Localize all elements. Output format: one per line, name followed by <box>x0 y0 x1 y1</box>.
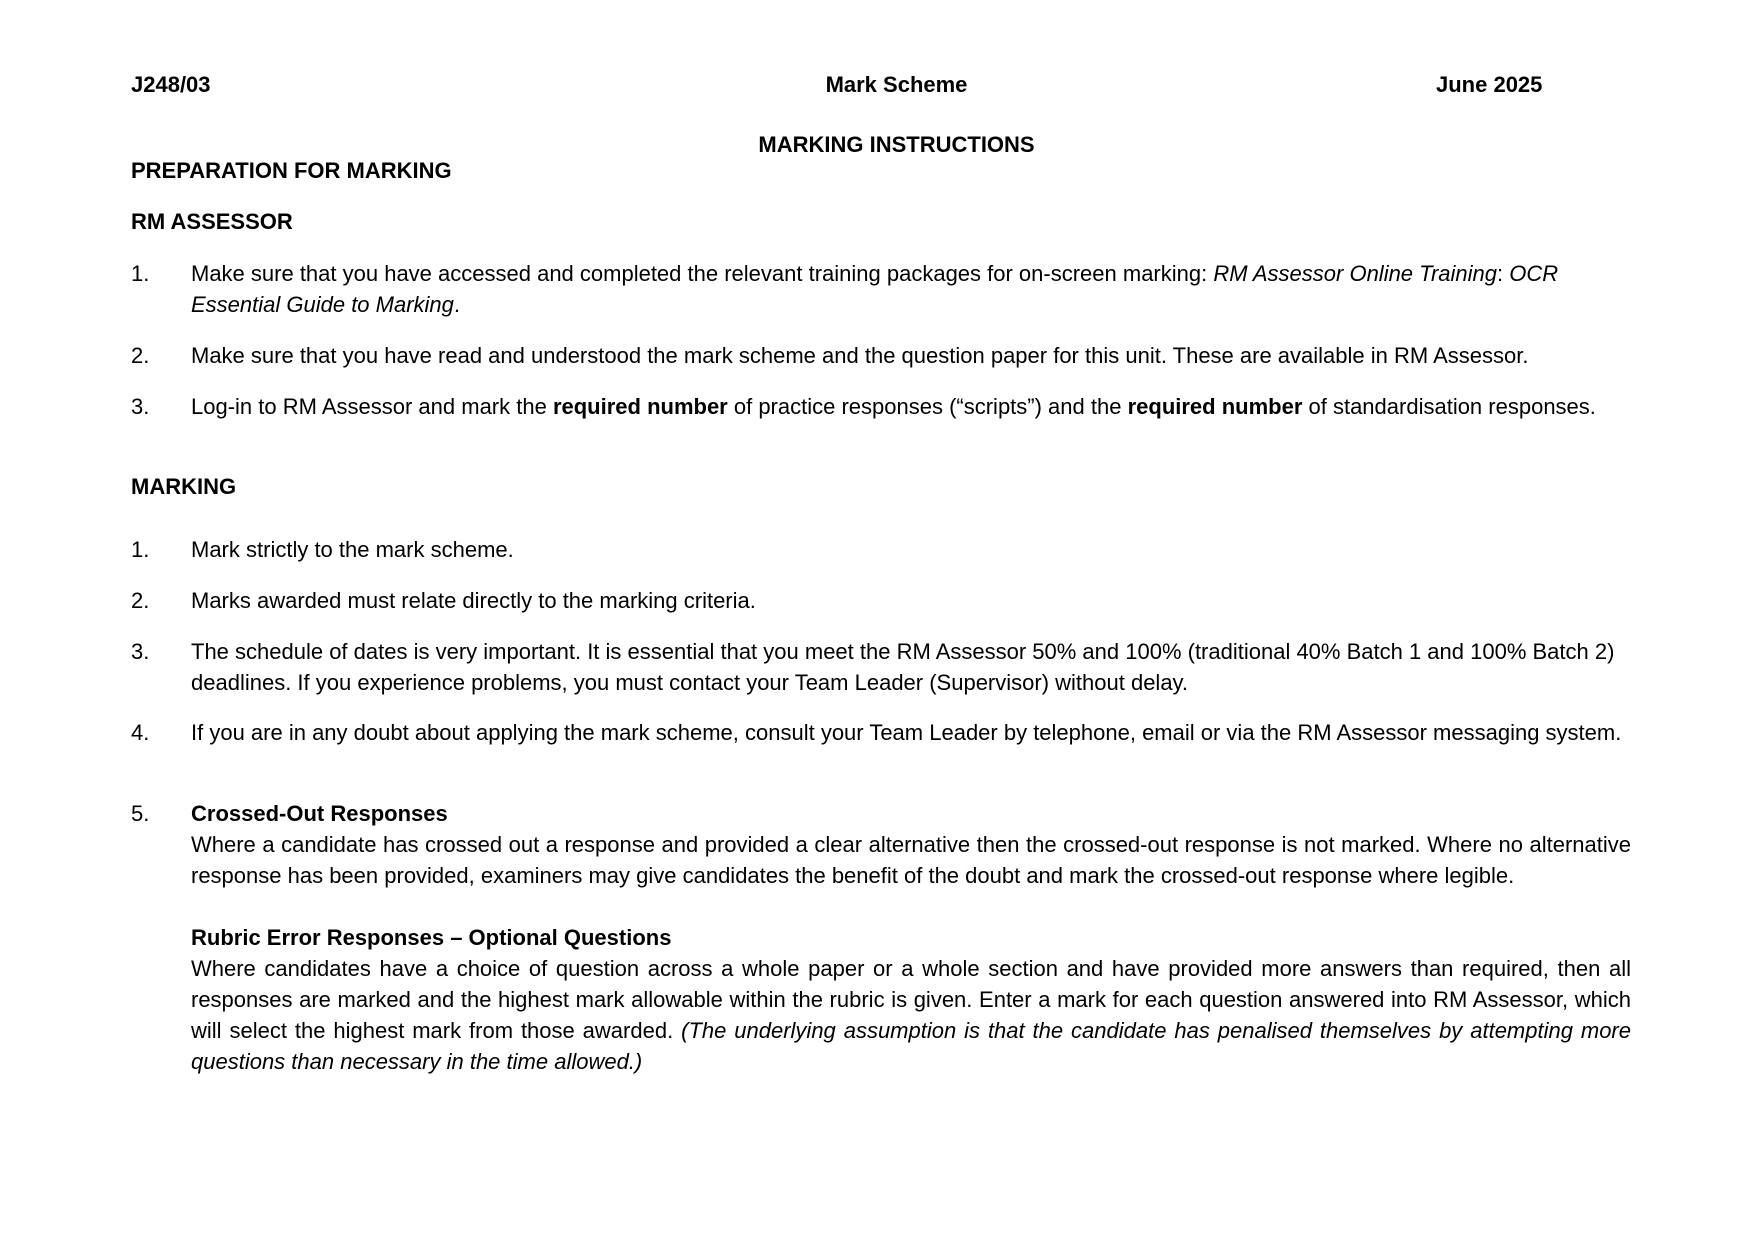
item-text: The schedule of dates is very important. It is essential that you meet the RM Assessor 50% and 100% (traditional 40% Batch 1 and 100% Batch 2) deadlines. If you experience problems, you must contact your Team Leader (Supervisor) without delay. <box>191 639 1615 695</box>
item-number: 5. <box>131 801 150 826</box>
item-text <box>191 798 1631 1077</box>
rubric-error-text: Where candidates have a choice of question across a whole paper or a whole section and have provided more answers than required, then all responses are marked and the highest mark allowable within the rubric is given. Enter a mark for each question answered into RM Assessor, which will select the highest mark from those awarded. (The underlying assumption is that the candidate has penalised themselves by attempting more questions than necessary in the time allowed.) <box>191 956 1631 1074</box>
item-text: Log-in to RM Assessor and mark the required number of practice responses (“scripts”) and the required number of standardisation responses. <box>191 394 1596 419</box>
item-text: Mark strictly to the mark scheme. <box>191 537 514 562</box>
item-number: 1. <box>131 261 150 286</box>
paper-code: J248/03 <box>131 72 211 97</box>
crossed-out-heading: Crossed-Out Responses <box>191 801 448 826</box>
item-number: 3. <box>131 639 150 664</box>
rm-assessor-subheading: RM ASSESSOR <box>131 209 293 234</box>
item-text: Marks awarded must relate directly to the marking criteria. <box>191 588 756 613</box>
crossed-out-text: Where a candidate has crossed out a response and provided a clear alternative then the crossed-out response is not marked. Where no alternative response has been provided, examiners may give candidates the benefit of the doubt and mark the crossed-out response where legible. <box>191 832 1631 888</box>
marking-heading: MARKING <box>131 474 237 499</box>
page-title: MARKING INSTRUCTIONS <box>758 132 1035 157</box>
item-text: Make sure that you have read and understood the mark scheme and the question paper for this unit. These are available in RM Assessor. <box>191 343 1529 368</box>
mark-scheme-page <box>131 0 1631 1241</box>
item-number: 1. <box>131 537 150 562</box>
exam-date: June 2025 <box>1436 72 1543 97</box>
item-number: 4. <box>131 720 150 745</box>
rubric-error-heading: Rubric Error Responses – Optional Questions <box>191 925 672 950</box>
item-text: If you are in any doubt about applying the mark scheme, consult your Team Leader by telephone, email or via the RM Assessor messaging system. <box>191 720 1622 745</box>
document-type: Mark Scheme <box>825 72 968 97</box>
item-number: 2. <box>131 343 150 368</box>
preparation-heading: PREPARATION FOR MARKING <box>131 158 452 183</box>
item-number: 3. <box>131 394 150 419</box>
item-number: 2. <box>131 588 150 613</box>
item-text: Make sure that you have accessed and completed the relevant training packages for on-screen marking: RM Assessor Online Training: OCR Essential Guide to Marking. <box>191 261 1559 317</box>
